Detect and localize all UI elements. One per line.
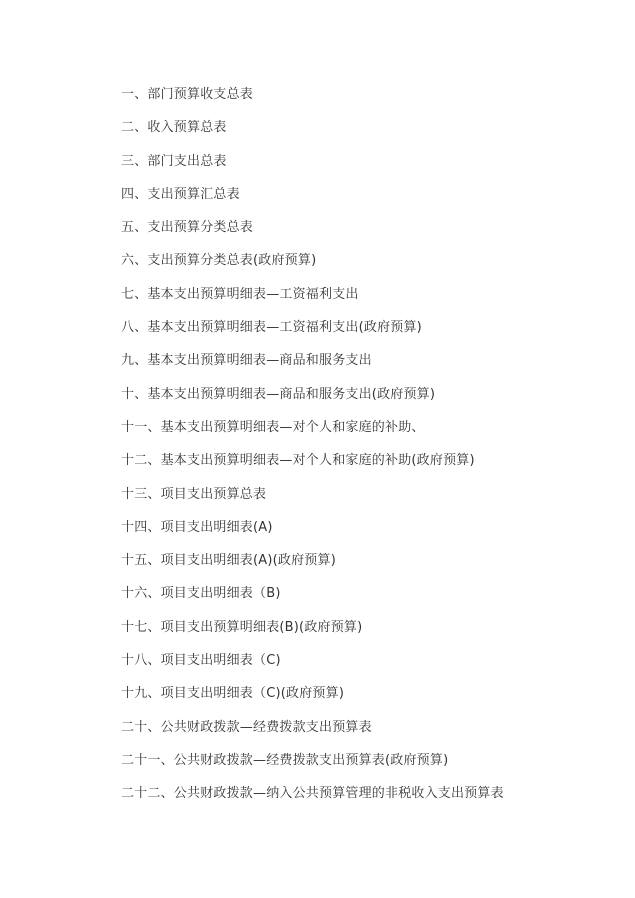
toc-item: 二十二、公共财政拨款—纳入公共预算管理的非税收入支出预算表 bbox=[121, 786, 504, 802]
toc-item: 七、基本支出预算明细表—工资福利支出 bbox=[121, 286, 359, 302]
toc-item: 五、支出预算分类总表 bbox=[121, 220, 254, 236]
toc-item: 一、部门预算收支总表 bbox=[121, 87, 254, 102]
toc-item: 十五、项目支出明细表(A)(政府预算) bbox=[121, 553, 336, 569]
toc-item: 十二、基本支出预算明细表—对个人和家庭的补助(政府预算) bbox=[121, 453, 475, 469]
toc-item: 六、支出预算分类总表(政府预算) bbox=[121, 253, 317, 269]
toc-item: 三、部门支出总表 bbox=[121, 153, 227, 169]
table-of-contents bbox=[121, 84, 504, 817]
toc-item: 四、支出预算汇总表 bbox=[121, 186, 240, 202]
toc-item: 十、基本支出预算明细表—商品和服务支出(政府预算) bbox=[121, 386, 436, 402]
toc-item: 二十、公共财政拨款—经费拨款支出预算表 bbox=[121, 719, 372, 735]
toc-item: 十一、基本支出预算明细表—对个人和家庭的补助、 bbox=[121, 419, 425, 435]
toc-item: 二、收入预算总表 bbox=[121, 120, 227, 136]
toc-item: 十六、项目支出明细表（B) bbox=[121, 586, 281, 602]
toc-item: 二十一、公共财政拨款—经费拨款支出预算表(政府预算) bbox=[121, 752, 449, 768]
toc-item: 十四、项目支出明细表(A) bbox=[121, 519, 273, 535]
toc-item: 九、基本支出预算明细表—商品和服务支出 bbox=[121, 353, 372, 369]
toc-item: 十八、项目支出明细表（C) bbox=[121, 653, 281, 669]
toc-item: 十七、项目支出预算明细表(B)(政府预算) bbox=[121, 619, 363, 635]
toc-item: 八、基本支出预算明细表—工资福利支出(政府预算) bbox=[121, 320, 422, 336]
toc-item: 十九、项目支出明细表（C)(政府预算) bbox=[121, 686, 345, 702]
toc-item: 十三、项目支出预算总表 bbox=[121, 486, 267, 502]
